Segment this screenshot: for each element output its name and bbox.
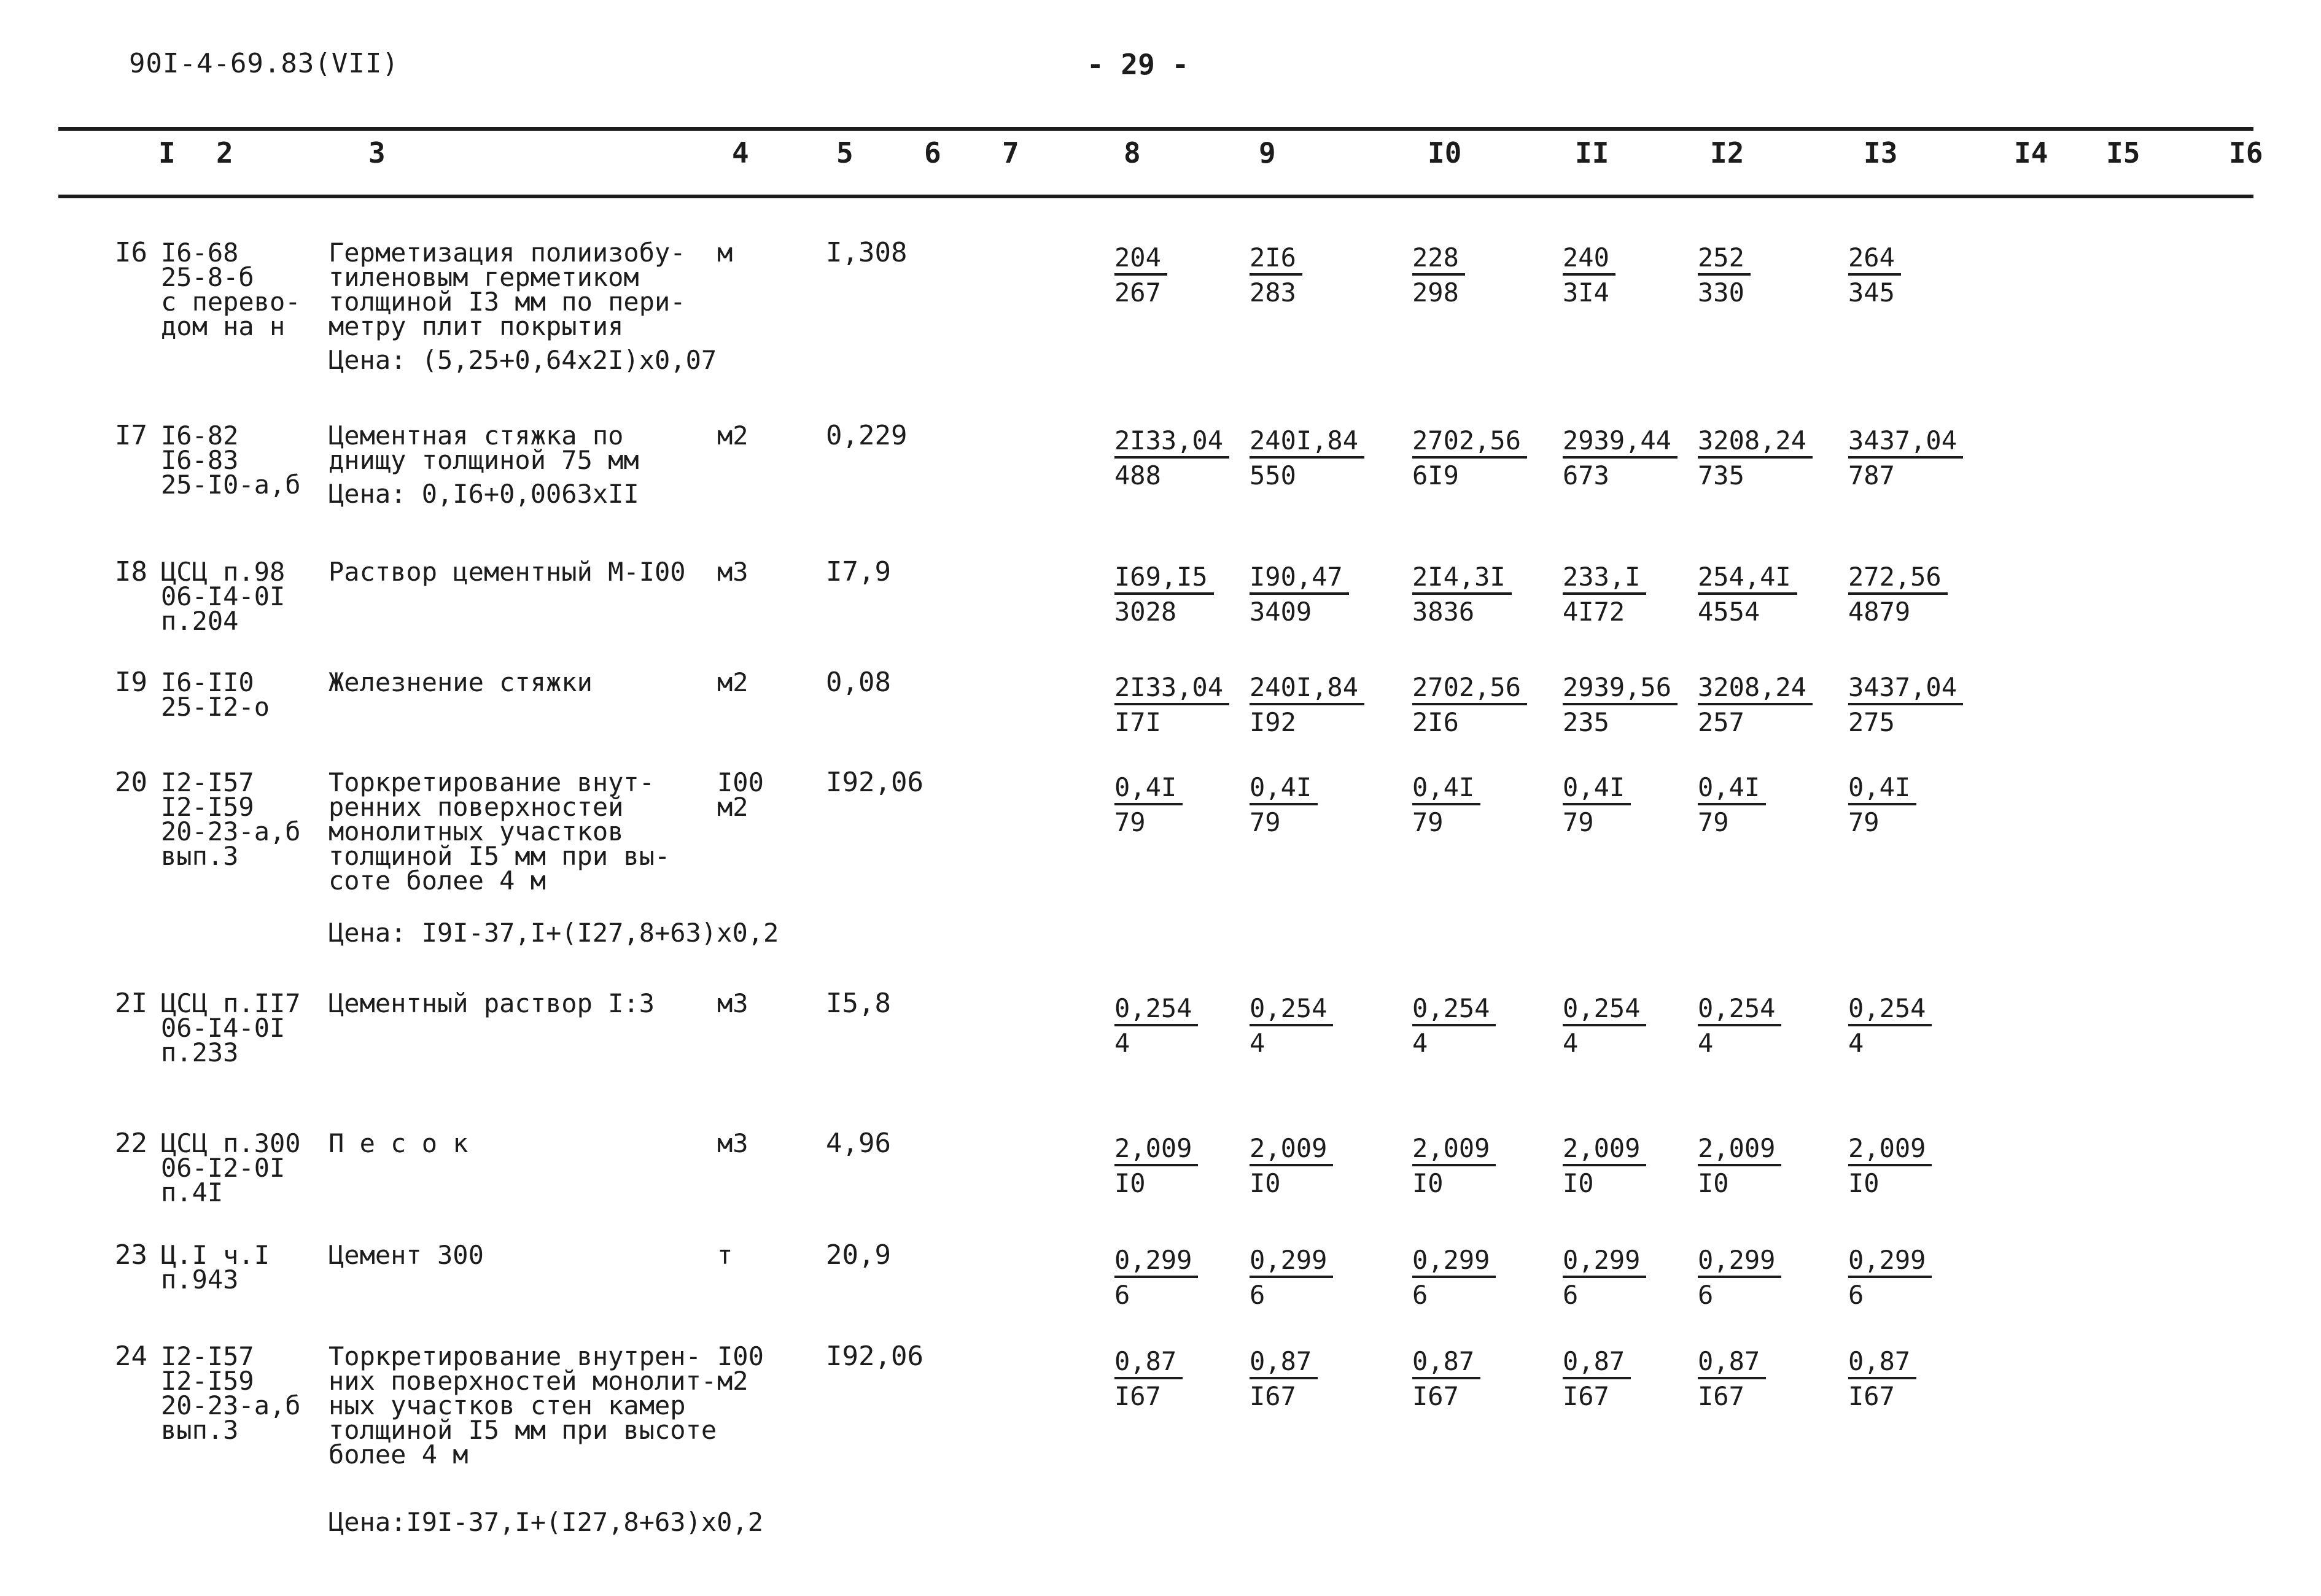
value-lower: I67 (1563, 1381, 1609, 1411)
value-cell (1563, 1344, 1631, 1414)
value-cell (1114, 1344, 1183, 1414)
value-lower: 6 (1114, 1280, 1130, 1310)
row-number: 20 (115, 767, 147, 798)
value-cell (1412, 670, 1527, 740)
value-cell (1848, 1243, 1932, 1312)
value-upper: 0,4I (1698, 772, 1766, 805)
rate-reference: ЦСЦ п.II7 06-I4-0I п.233 (161, 988, 301, 1067)
col-header: 8 (1124, 136, 1141, 169)
col-header: I (158, 136, 176, 169)
value-cell (1250, 560, 1349, 629)
value-cell (1563, 1131, 1646, 1201)
row-number: I7 (115, 420, 147, 451)
value-lower: 550 (1250, 460, 1296, 490)
value-lower: I0 (1848, 1168, 1880, 1198)
rate-reference: I2-I57 I2-I59 20-23-а,б вып.3 (161, 1341, 301, 1445)
value-upper: 0,87 (1848, 1346, 1916, 1379)
value-cell (1412, 1344, 1480, 1414)
value-cell (1250, 991, 1333, 1061)
value-cell (1698, 1243, 1781, 1312)
value-lower: 673 (1563, 460, 1609, 490)
value-lower: 787 (1848, 460, 1895, 490)
page-number: - 29 - (1087, 48, 1189, 81)
value-upper: 3208,24 (1698, 672, 1813, 705)
quantity: I92,06 (826, 1341, 923, 1372)
value-cell (1412, 991, 1496, 1061)
value-cell (1563, 241, 1615, 310)
value-upper: 0,4I (1412, 772, 1480, 805)
work-description: Герметизация полиизобу- тиленовым герметиком толщиной I3 мм по пери- метру плит покрытия (329, 238, 686, 341)
value-cell (1412, 560, 1512, 629)
value-cell (1412, 1131, 1496, 1201)
work-description: Цемент 300 (329, 1240, 484, 1270)
value-upper: I69,I5 (1114, 562, 1214, 595)
document-code: 90I-4-69.83(VII) (129, 48, 399, 79)
value-cell (1698, 670, 1813, 740)
row-number: 24 (115, 1341, 147, 1372)
row-number: 2I (115, 988, 147, 1019)
value-cell (1250, 1131, 1333, 1201)
value-lower: 735 (1698, 460, 1744, 490)
value-cell (1848, 241, 1901, 310)
value-cell (1848, 670, 1963, 740)
value-lower: I67 (1698, 1381, 1744, 1411)
value-upper: 0,87 (1412, 1346, 1480, 1379)
value-upper: 2702,56 (1412, 672, 1527, 705)
row-number: I8 (115, 556, 147, 587)
value-cell (1848, 1344, 1916, 1414)
value-cell (1250, 424, 1364, 493)
value-lower: 3409 (1250, 597, 1312, 627)
value-upper: 3437,04 (1848, 425, 1963, 459)
value-lower: 345 (1848, 277, 1895, 308)
value-lower: 6 (1250, 1280, 1265, 1310)
value-lower: 3836 (1412, 597, 1475, 627)
value-upper: 2I33,04 (1114, 425, 1229, 459)
value-lower: I7I (1114, 707, 1161, 737)
value-cell (1698, 991, 1781, 1061)
value-lower: 79 (1698, 807, 1729, 837)
value-lower: 4 (1563, 1028, 1579, 1058)
col-header: 4 (732, 136, 749, 169)
table-header-rule (58, 195, 2253, 198)
value-upper: 2,009 (1250, 1133, 1333, 1166)
value-cell (1412, 241, 1465, 310)
value-upper: 0,4I (1250, 772, 1318, 805)
value-cell (1848, 1131, 1932, 1201)
value-lower: 257 (1698, 707, 1744, 737)
value-lower: 79 (1412, 807, 1444, 837)
value-cell (1250, 670, 1364, 740)
value-cell (1698, 560, 1797, 629)
value-cell (1114, 670, 1229, 740)
table-top-rule (58, 127, 2253, 131)
col-header: 9 (1259, 136, 1276, 169)
value-cell (1114, 770, 1183, 840)
value-lower: I0 (1250, 1168, 1281, 1198)
value-upper: 0,299 (1114, 1245, 1198, 1278)
value-upper: 2I4,3I (1412, 562, 1512, 595)
value-upper: 0,299 (1412, 1245, 1496, 1278)
value-upper: 233,I (1563, 562, 1646, 595)
value-upper: 240 (1563, 242, 1615, 276)
value-lower: I0 (1698, 1168, 1729, 1198)
price-formula: Цена: (5,25+0,64х2I)х0,07 (329, 345, 717, 375)
value-upper: 2702,56 (1412, 425, 1527, 459)
unit: т (717, 1240, 733, 1270)
value-lower: 4 (1412, 1028, 1428, 1058)
rate-reference: Ц.I ч.I п.943 (161, 1240, 270, 1295)
work-description: Железнение стяжки (329, 667, 593, 697)
value-lower: 3028 (1114, 597, 1177, 627)
value-upper: 2,009 (1412, 1133, 1496, 1166)
value-cell (1848, 560, 1948, 629)
col-header: 5 (836, 136, 853, 169)
value-cell (1250, 1344, 1318, 1414)
value-cell (1114, 241, 1167, 310)
col-header: 6 (924, 136, 941, 169)
value-cell (1412, 1243, 1496, 1312)
value-upper: I90,47 (1250, 562, 1349, 595)
value-cell (1848, 424, 1963, 493)
value-cell (1698, 424, 1813, 493)
value-upper: 2939,56 (1563, 672, 1678, 705)
value-upper: 0,87 (1250, 1346, 1318, 1379)
value-upper: 2,009 (1563, 1133, 1646, 1166)
value-cell (1250, 1243, 1333, 1312)
col-header: I4 (2014, 136, 2048, 169)
value-lower: 488 (1114, 460, 1161, 490)
unit: I00 м2 (717, 767, 764, 822)
value-upper: 2,009 (1698, 1133, 1781, 1166)
value-cell (1114, 991, 1198, 1061)
value-cell (1563, 770, 1631, 840)
value-upper: 2I33,04 (1114, 672, 1229, 705)
value-upper: 3208,24 (1698, 425, 1813, 459)
row-number: I6 (115, 237, 147, 268)
value-cell (1848, 770, 1916, 840)
unit: м2 (717, 420, 748, 451)
col-header: 3 (368, 136, 386, 169)
value-lower: 235 (1563, 707, 1609, 737)
rate-reference: I6-82 I6-83 25-I0-а,б (161, 420, 301, 500)
value-lower: I67 (1412, 1381, 1459, 1411)
value-upper: 240I,84 (1250, 672, 1364, 705)
value-upper: 0,299 (1563, 1245, 1646, 1278)
price-formula: Цена:I9I-37,I+(I27,8+63)х0,2 (329, 1507, 764, 1537)
value-lower: 330 (1698, 277, 1744, 308)
value-lower: 6 (1848, 1280, 1864, 1310)
work-description: Цементная стяжка по днищу толщиной 75 мм (329, 420, 639, 475)
col-header: I6 (2229, 136, 2263, 169)
rate-reference: I6-68 25-8-б с перево- дом на н (161, 238, 301, 341)
value-lower: I0 (1563, 1168, 1594, 1198)
work-description: Цементный раствор I:3 (329, 988, 655, 1018)
value-upper: 0,87 (1698, 1346, 1766, 1379)
value-upper: 240I,84 (1250, 425, 1364, 459)
value-cell (1563, 424, 1678, 493)
value-cell (1114, 560, 1214, 629)
value-cell (1848, 991, 1932, 1061)
value-upper: 2,009 (1848, 1133, 1932, 1166)
value-upper: 2I6 (1250, 242, 1302, 276)
value-lower: I92 (1250, 707, 1296, 737)
col-header: 2 (216, 136, 233, 169)
value-lower: 6I9 (1412, 460, 1459, 490)
value-upper: 0,254 (1412, 993, 1496, 1026)
value-cell (1114, 1131, 1198, 1201)
value-upper: 0,254 (1848, 993, 1932, 1026)
value-cell (1250, 241, 1302, 310)
value-upper: 2,009 (1114, 1133, 1198, 1166)
value-upper: 2939,44 (1563, 425, 1678, 459)
value-cell (1698, 1131, 1781, 1201)
value-lower: I67 (1250, 1381, 1296, 1411)
quantity: I7,9 (826, 556, 891, 587)
rate-reference: I6-II0 25-I2-о (161, 667, 270, 722)
value-upper: 272,56 (1848, 562, 1948, 595)
value-lower: 79 (1563, 807, 1594, 837)
col-header: 7 (1002, 136, 1019, 169)
quantity: 20,9 (826, 1239, 891, 1271)
value-upper: 0,254 (1698, 993, 1781, 1026)
value-upper: 0,254 (1114, 993, 1198, 1026)
price-formula: Цена: I9I-37,I+(I27,8+63)х0,2 (329, 918, 779, 948)
value-cell (1250, 770, 1318, 840)
value-lower: 4 (1114, 1028, 1130, 1058)
col-header: I3 (1864, 136, 1898, 169)
value-cell (1563, 1243, 1646, 1312)
value-upper: 0,87 (1563, 1346, 1631, 1379)
value-lower: 267 (1114, 277, 1161, 308)
value-cell (1563, 670, 1678, 740)
value-upper: 0,4I (1848, 772, 1916, 805)
rate-reference: I2-I57 I2-I59 20-23-а,б вып.3 (161, 767, 301, 871)
value-lower: 4879 (1848, 597, 1911, 627)
unit: м3 (717, 988, 748, 1018)
value-upper: 0,254 (1563, 993, 1646, 1026)
value-upper: 0,254 (1250, 993, 1333, 1026)
value-upper: 0,299 (1698, 1245, 1781, 1278)
unit: м3 (717, 1128, 748, 1158)
value-lower: 298 (1412, 277, 1459, 308)
value-lower: 79 (1250, 807, 1281, 837)
value-cell (1412, 770, 1480, 840)
row-number: 23 (115, 1239, 147, 1271)
value-lower: 4I72 (1563, 597, 1625, 627)
value-lower: I67 (1848, 1381, 1895, 1411)
value-lower: 79 (1848, 807, 1880, 837)
quantity: I5,8 (826, 988, 891, 1019)
row-number: 22 (115, 1128, 147, 1159)
value-lower: 4554 (1698, 597, 1760, 627)
quantity: I92,06 (826, 767, 923, 798)
value-lower: 283 (1250, 277, 1296, 308)
quantity: 0,08 (826, 667, 891, 698)
work-description: Торкретирование внут- ренних поверхностей монолитных участков толщиной I5 мм при вы- соте более 4 м (329, 767, 671, 896)
value-lower: 4 (1848, 1028, 1864, 1058)
unit: м (717, 238, 733, 268)
value-cell (1698, 241, 1751, 310)
col-header: I0 (1428, 136, 1462, 169)
rate-reference: ЦСЦ п.300 06-I2-0I п.4I (161, 1128, 301, 1207)
work-description: П е с о к (329, 1128, 468, 1158)
value-cell (1114, 424, 1229, 493)
value-lower: I67 (1114, 1381, 1161, 1411)
value-upper: 0,299 (1848, 1245, 1932, 1278)
value-lower: 79 (1114, 807, 1146, 837)
price-formula: Цена: 0,I6+0,0063хII (329, 479, 639, 509)
value-cell (1412, 424, 1527, 493)
unit: м2 (717, 667, 748, 697)
value-cell (1698, 1344, 1766, 1414)
quantity: 4,96 (826, 1128, 891, 1159)
value-upper: 3437,04 (1848, 672, 1963, 705)
work-description: Раствор цементный М-I00 (329, 557, 686, 587)
value-cell (1563, 560, 1646, 629)
value-upper: 0,299 (1250, 1245, 1333, 1278)
value-lower: 6 (1412, 1280, 1428, 1310)
value-upper: 0,87 (1114, 1346, 1183, 1379)
value-lower: I0 (1412, 1168, 1444, 1198)
value-cell (1114, 1243, 1198, 1312)
value-lower: 275 (1848, 707, 1895, 737)
value-upper: 0,4I (1114, 772, 1183, 805)
value-upper: 228 (1412, 242, 1465, 276)
quantity: I,308 (826, 237, 908, 268)
unit: I00 м2 (717, 1341, 764, 1396)
col-header: II (1575, 136, 1609, 169)
work-description: Торкретирование внутрен- них поверхностей монолит- ных участков стен камер толщиной I5 мм при высоте более 4 м (329, 1341, 717, 1470)
value-upper: 204 (1114, 242, 1167, 276)
value-lower: 2I6 (1412, 707, 1459, 737)
quantity: 0,229 (826, 420, 908, 451)
value-upper: 264 (1848, 242, 1901, 276)
value-lower: 3I4 (1563, 277, 1609, 308)
col-header: I2 (1710, 136, 1744, 169)
value-lower: 4 (1698, 1028, 1714, 1058)
value-lower: I0 (1114, 1168, 1146, 1198)
value-lower: 4 (1250, 1028, 1265, 1058)
rate-reference: ЦСЦ п.98 06-I4-0I п.204 (161, 557, 286, 636)
row-number: I9 (115, 667, 147, 698)
value-upper: 254,4I (1698, 562, 1797, 595)
value-cell (1698, 770, 1766, 840)
col-header: I5 (2106, 136, 2140, 169)
value-upper: 0,4I (1563, 772, 1631, 805)
value-lower: 6 (1698, 1280, 1714, 1310)
unit: м3 (717, 557, 748, 587)
value-cell (1563, 991, 1646, 1061)
value-upper: 252 (1698, 242, 1751, 276)
value-lower: 6 (1563, 1280, 1579, 1310)
